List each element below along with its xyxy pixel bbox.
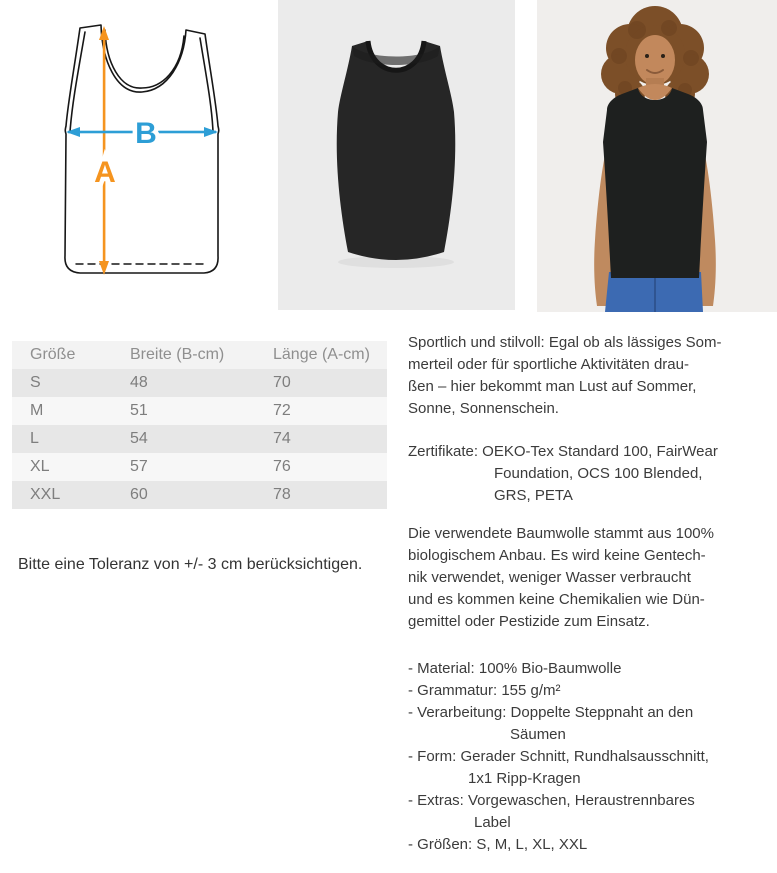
table-row-l: L 54 74 [12, 425, 387, 453]
certificates-paragraph: Zertifikate: OEKO-Tex Standard 100, FairWear Foundation, OCS 100 Blended, GRS, PETA [408, 443, 718, 504]
cotton-paragraph: Die verwendete Baumwolle stammt aus 100% biologischem Anbau. Es wird keine Gentech- nik verwendet, weniger Wasser verbraucht und es kommen keine Chemikalien wie Dün- gemittel oder Pestizide zum Einsatz. [408, 525, 714, 630]
col-header-laenge: Länge (A-cm) [273, 346, 370, 363]
table-row-xxl: XXL 60 78 [12, 481, 387, 509]
tank-silhouette [337, 41, 456, 260]
model-face [635, 35, 675, 85]
right-armhole-seam [200, 38, 213, 132]
product-photo-model [537, 0, 777, 312]
col-header-groesse: Größe [30, 346, 76, 363]
table-row-s: S 48 70 [12, 369, 387, 397]
product-photo-flat [278, 0, 515, 310]
col-header-breite: Breite (B-cm) [130, 346, 225, 363]
size-table [12, 341, 387, 509]
tolerance-note: Bitte eine Toleranz von +/- 3 cm berücksichtigen. [18, 556, 363, 573]
details-list: - Material: 100% Bio-Baumwolle - Grammatur: 155 g/m² - Verarbeitung: Doppelte Steppnaht an den Säumen - Form: Gerader Schnitt, Rundhalsausschnitt, 1x1 Ripp-Kragen - Extras: Vorgewaschen, Heraustrennbares Label - Größen: S, M, L, XL, XXL [408, 660, 709, 853]
intro-paragraph: Sportlich und stilvoll: Egal ob als lässiges Som- merteil oder für sportliche Aktivitäten drau- ßen – hier bekommt man Lust auf Sommer, Sonne, Sonnenschein. [408, 334, 722, 417]
table-row-xl: XL 57 76 [12, 453, 387, 481]
model-tank-top [603, 88, 707, 278]
width-arrow-label: B [135, 117, 157, 150]
size-table-header [12, 341, 387, 369]
length-arrow-label: A [94, 156, 116, 189]
table-row-m: M 51 72 [12, 397, 387, 425]
size-diagram-image [30, 5, 290, 310]
